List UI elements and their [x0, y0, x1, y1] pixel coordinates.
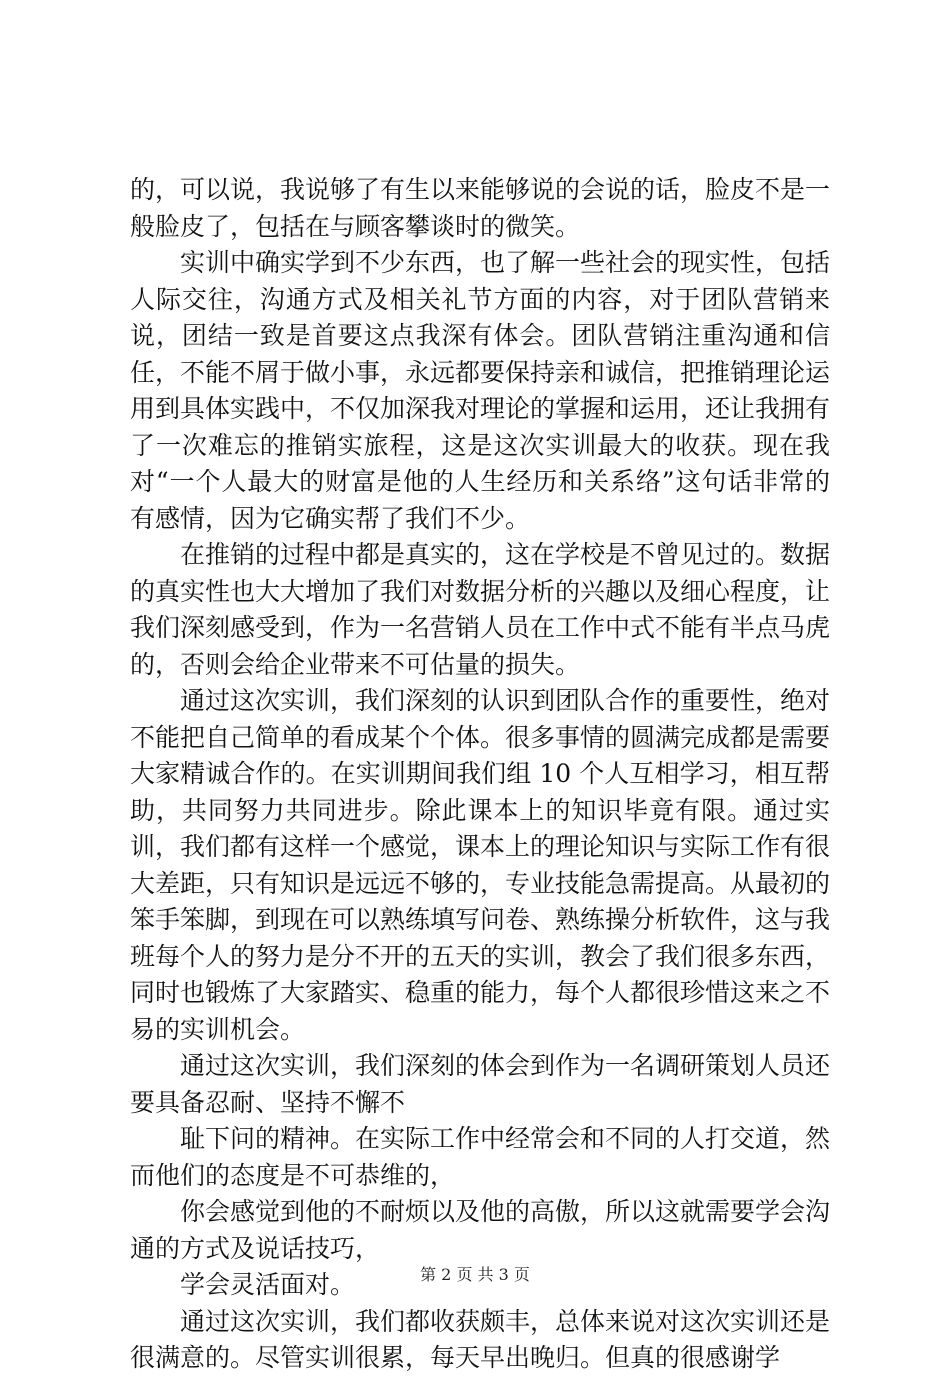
- paragraph-8: 学会灵活面对。: [180, 1270, 356, 1299]
- paragraph-1: 的，可以说，我说够了有生以来能够说的会说的话，脸皮不是一般脸皮了，包括在与顾客攀谈时的微笑。: [130, 175, 831, 241]
- paragraph-7: 你会感觉到他的不耐烦以及他的高傲，所以这就需要学会沟通的方式及说话技巧，: [130, 1197, 831, 1263]
- paragraph-9: 通过这次实训，我们都收获颇丰，总体来说对这次实训还是很满意的。尽管实训很累，每天早出晚归。但真的很感谢学: [130, 1306, 831, 1372]
- page-number-footer: 第 2 页 共 3 页: [420, 1265, 530, 1284]
- paragraph-4: 通过这次实训，我们深刻的认识到团队合作的重要性，绝对不能把自己简单的看成某个个体。很多事情的圆满完成都是需要大家精诚合作的。在实训期间我们组 10 个人互相学习，相互帮助，共同努力共同进步。除此课本上的知识毕竟有限。通过实训，我们都有这样一个感觉，课本上的理论知识与实际工作有很大差距，只有知识是远远不够的，专业技能急需提高。从最初的笨手笨脚，到现在可以熟练填写问卷、熟练操分析软件，这与我班每个人的努力是分不开的五天的实训，教会了我们很多东西，同时也锻炼了大家踏实、稳重的能力，每个人都很珍惜这来之不易的实训机会。: [130, 686, 831, 1044]
- paragraph-2: 实训中确实学到不少东西，也了解一些社会的现实性，包括人际交往，沟通方式及相关礼节方面的内容，对于团队营销来说，团结一致是首要这点我深有体会。团队营销注重沟通和信任，不能不屑于做小事，永远都要保持亲和诚信，把推销理论运用到具体实践中，不仅加深我对理论的掌握和运用，还让我拥有了一次难忘的推销实旅程，这是这次实训最大的收获。现在我对“一个人最大的财富是他的人生经历和关系络”这句话非常的有感情，因为它确实帮了我们不少。: [130, 248, 831, 533]
- paragraph-6: 耻下问的精神。在实际工作中经常会和不同的人打交道，然而他们的态度是不可恭维的，: [130, 1124, 831, 1190]
- paragraph-3: 在推销的过程中都是真实的，这在学校是不曾见过的。数据的真实性也大大增加了我们对数据分析的兴趣以及细心程度，让我们深刻感受到，作为一名营销人员在工作中式不能有半点马虎的，否则会给企业带来不可估量的损失。: [130, 540, 831, 679]
- paragraph-5: 通过这次实训，我们深刻的体会到作为一名调研策划人员还要具备忍耐、坚持不懈不: [130, 1051, 831, 1117]
- document-body: [130, 172, 830, 1377]
